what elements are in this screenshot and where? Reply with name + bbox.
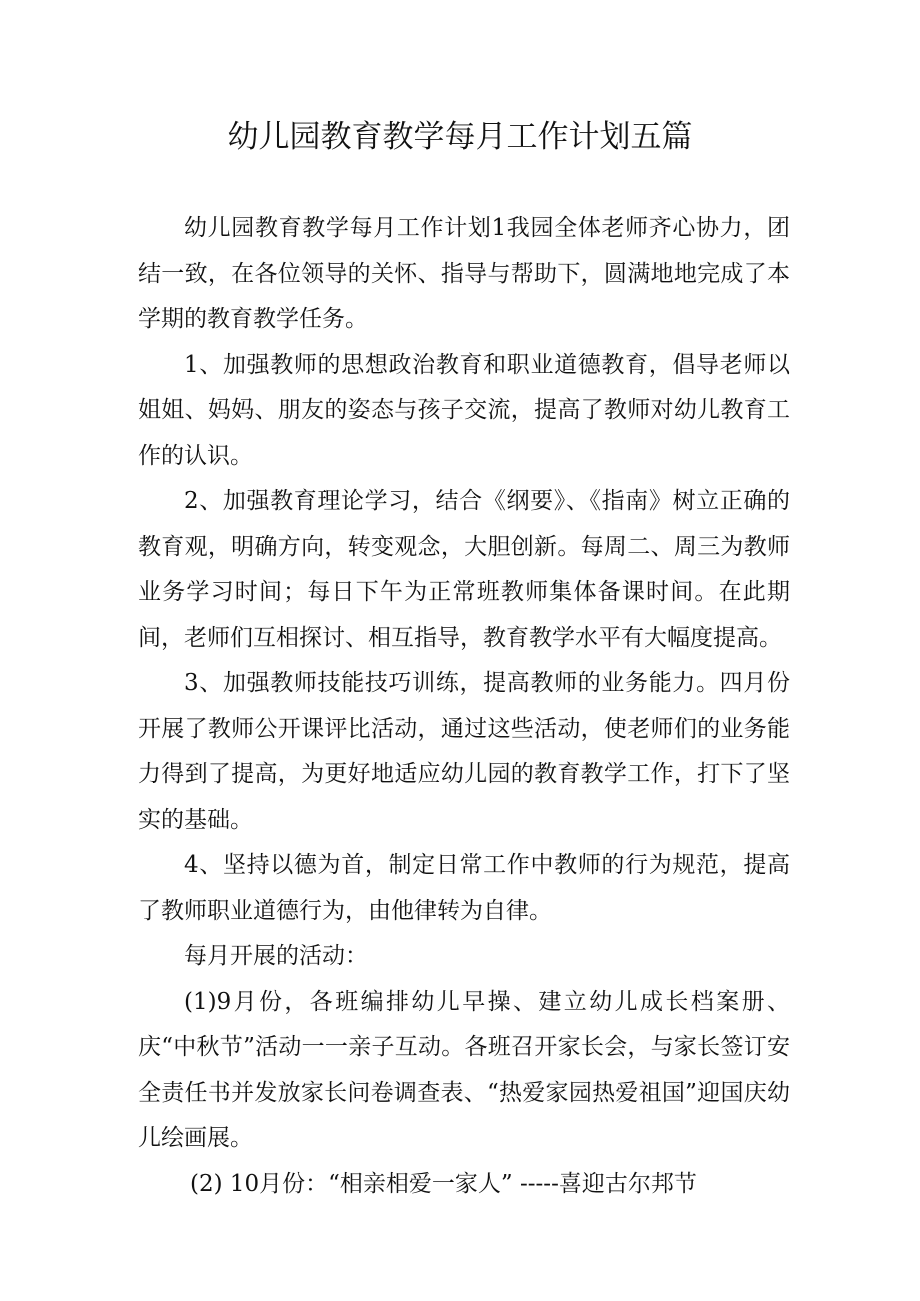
paragraph-item-1: 1、加强教师的思想政治教育和职业道德教育，倡导老师以姐姐、妈妈、朋友的姿态与孩子交流，提高了教师对幼儿教育工作的认识。: [138, 351, 790, 469]
paragraph-september: (1)9月份，各班编排幼儿早操、建立幼儿成长档案册、庆“中秋节”活动一一亲子互动。各班召开家长会，与家长签订安全责任书并发放家长问卷调查表、“热爱家园热爱祖国”迎国庆幼儿绘画展。: [138, 988, 790, 1151]
paragraph-item-2: 2、加强教育理论学习，结合《纲要》、《指南》树立正确的教育观，明确方向，转变观念，大胆创新。每周二、周三为教师业务学习时间；每日下午为正常班教师集体备课时间。在此期间，老师们互相探讨、相互指导，教育教学水平有大幅度提高。: [138, 488, 790, 651]
paragraph-item-3: 3、加强教师技能技巧训练，提高教师的业务能力。四月份开展了教师公开课评比活动，通过这些活动，使老师们的业务能力得到了提高，为更好地适应幼儿园的教育教学工作，打下了坚实的基础。: [138, 670, 790, 833]
paragraph-monthly-heading: 每月开展的活动：: [184, 943, 368, 969]
paragraph-october: (2) 10月份：“相亲相爱一家人” -----喜迎古尔邦节: [190, 1170, 697, 1197]
paragraph-item-4: 4、坚持以德为首，制定日常工作中教师的行为规范，提高了教师职业道德行为，由他律转为自律。: [138, 852, 790, 924]
paragraph-intro: 幼儿园教育教学每月工作计划1我园全体老师齐心协力，团结一致，在各位领导的关怀、指导与帮助下，圆满地地完成了本学期的教育教学任务。: [138, 215, 790, 332]
document-title: 幼儿园教育教学每月工作计划五篇: [227, 119, 693, 155]
document-body: [138, 206, 790, 1207]
